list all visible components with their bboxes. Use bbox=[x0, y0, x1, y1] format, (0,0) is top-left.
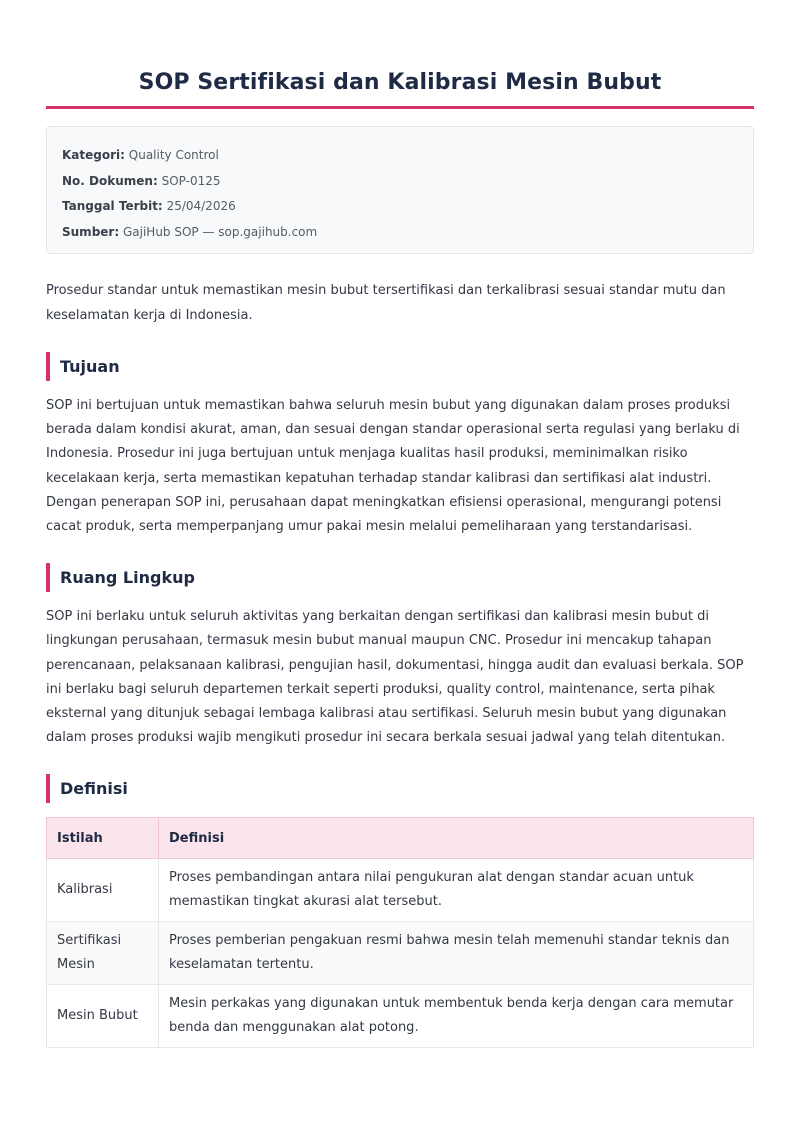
section-heading-definisi: Definisi bbox=[46, 774, 754, 803]
section-heading-ruang-lingkup: Ruang Lingkup bbox=[46, 563, 754, 592]
ruang-lingkup-paragraph: SOP ini berlaku untuk seluruh aktivitas yang berkaitan dengan sertifikasi dan kalibrasi mesin bubut di lingkungan perusahaan, termasuk mesin bubut manual maupun CNC. Prosedur ini mencakup tahapan perencanaan, pelaksanaan kalibrasi, pengujian hasil, dokumentasi, hingga audit dan evaluasi berkala. SOP ini berlaku bagi seluruh departemen terkait seperti produksi, quality control, maintenance, serta pihak eksternal yang ditunjuk sebagai lembaga kalibrasi atau sertifikasi. Seluruh mesin bubut yang digunakan dalam proses produksi wajib mengikuti prosedur ini secara berkala sesuai jadwal yang telah ditentukan. bbox=[46, 609, 744, 746]
column-header-term: Istilah bbox=[47, 818, 159, 859]
tujuan-paragraph: SOP ini bertujuan untuk memastikan bahwa seluruh mesin bubut yang digunakan dalam proses produksi berada dalam kondisi akurat, aman, dan sesuai dengan standar operasional serta regulasi yang berlaku di Indonesia. Prosedur ini juga bertujuan untuk menjaga kualitas hasil produksi, meminimalkan risiko kecelakaan kerja, serta memastikan kepatuhan terhadap standar kalibrasi dan sertifikasi alat industri. Dengan penerapan SOP ini, perusahaan dapat meningkatkan efisiensi operasional, mengurangi potensi cacat produk, serta memperpanjang umur pakai mesin melalui pemeliharaan yang terstandarisasi. bbox=[46, 398, 740, 535]
meta-source: Sumber: GajiHub SOP — sop.gajihub.com bbox=[62, 224, 318, 239]
definition-table bbox=[46, 817, 754, 1048]
meta-category: Kategori: Quality Control bbox=[62, 148, 219, 162]
document-meta bbox=[46, 126, 754, 254]
meta-document-number: No. Dokumen: SOP-0125 bbox=[62, 173, 221, 188]
section-accent-bar bbox=[46, 774, 50, 803]
page-title: SOP Sertifikasi dan Kalibrasi Mesin Bubut bbox=[138, 70, 662, 95]
table-row bbox=[47, 985, 754, 1048]
definition-cell: Proses pembandingan antara nilai pengukuran alat dengan standar acuan untuk memastikan tingkat akurasi alat tersebut. bbox=[159, 859, 754, 922]
table-row bbox=[47, 859, 754, 922]
term-cell: Kalibrasi bbox=[47, 859, 159, 922]
meta-issue-date: Tanggal Terbit: 25/04/2026 bbox=[62, 199, 236, 213]
definition-cell: Proses pemberian pengakuan resmi bahwa mesin telah memenuhi standar teknis dan keselamatan tertentu. bbox=[159, 922, 754, 985]
definition-cell: Mesin perkakas yang digunakan untuk membentuk benda kerja dengan cara memutar benda dan menggunakan alat potong. bbox=[159, 985, 754, 1048]
term-cell: Sertifikasi Mesin bbox=[47, 922, 159, 985]
section-heading-tujuan: Tujuan bbox=[46, 352, 754, 381]
column-header-definition: Definisi bbox=[159, 818, 754, 859]
table-header-row bbox=[47, 818, 754, 859]
table-row bbox=[47, 922, 754, 985]
title-divider bbox=[46, 106, 754, 109]
section-accent-bar bbox=[46, 563, 50, 592]
term-cell: Mesin Bubut bbox=[47, 985, 159, 1048]
section-accent-bar bbox=[46, 352, 50, 381]
intro-paragraph: Prosedur standar untuk memastikan mesin bubut tersertifikasi dan terkalibrasi sesuai standar mutu dan keselamatan kerja di Indonesia. bbox=[46, 283, 726, 323]
